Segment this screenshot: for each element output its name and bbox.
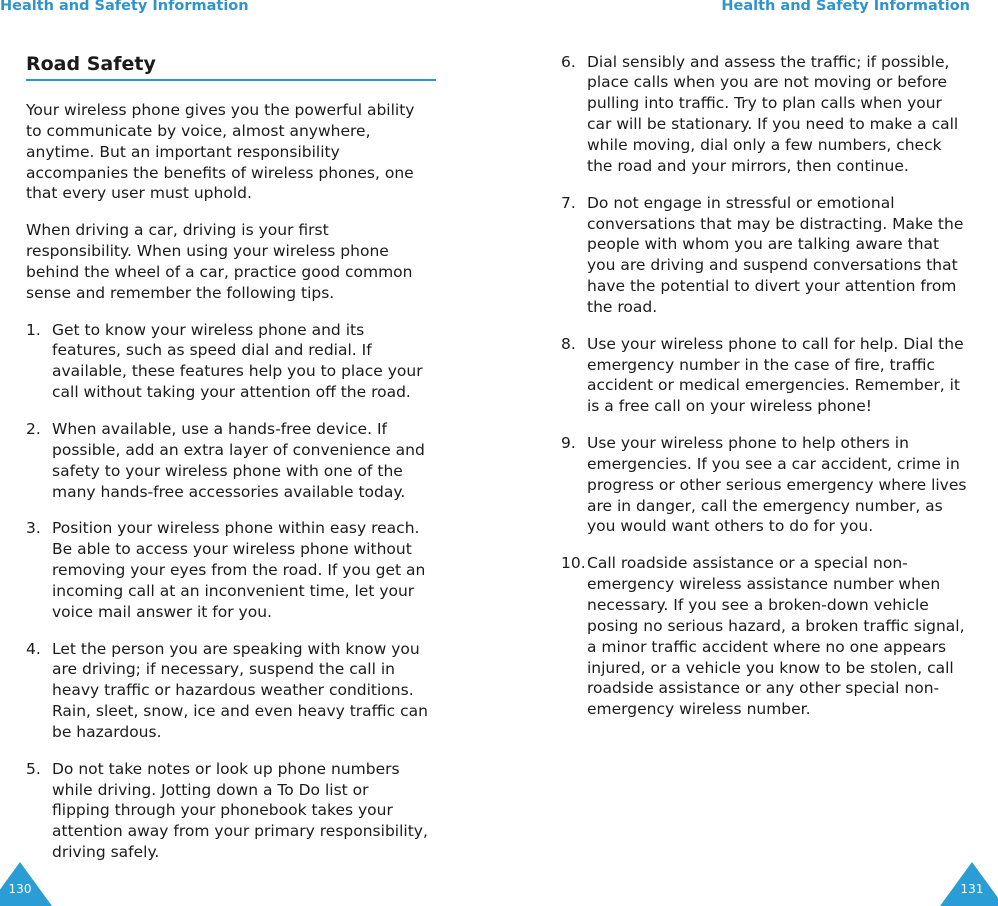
text-line: anytime. But an important responsibility	[26, 142, 340, 161]
text-line: progress or other serious emergency where lives	[587, 475, 967, 494]
text-line: Dial sensibly and assess the traffic; if possible,	[587, 52, 950, 71]
text-line: responsibility. When using your wireless phone	[26, 242, 389, 261]
list-number: 4.	[26, 639, 41, 658]
text-line: emergency wireless number.	[587, 700, 811, 719]
text-line: a minor traffic accident where no one appears	[587, 637, 947, 656]
list-item	[561, 52, 981, 177]
text-line: emergency number in the case of fire, traffic	[587, 355, 936, 374]
text-line: Let the person you are speaking with know you	[52, 639, 420, 658]
text-line: sense and remember the following tips.	[26, 283, 335, 302]
text-line: that every user must uphold.	[26, 184, 252, 203]
list-number: 10.	[561, 554, 586, 573]
text-line: incoming call at an inconvenient time, let your	[52, 581, 415, 600]
page-number-tab	[0, 860, 60, 906]
list-item	[561, 193, 981, 318]
text-line: the road and your mirrors, then continue.	[587, 156, 909, 175]
text-line: Position your wireless phone within easy reach.	[52, 519, 420, 538]
text-line: place calls when you are not moving or before	[587, 73, 948, 92]
list-number: 2.	[26, 419, 41, 438]
text-line: necessary. If you see a broken-down vehicle	[587, 596, 929, 614]
text-line: while moving, dial only a few numbers, check	[587, 135, 942, 154]
text-line: removing your eyes from the road. If you get an	[52, 561, 426, 580]
text-line: roadside assistance or any other special non-	[587, 679, 940, 698]
text-line: Your wireless phone gives you the powerful ability	[26, 101, 415, 119]
running-header: Health and Safety Information	[0, 0, 249, 14]
list-item	[561, 433, 981, 537]
text-line: attention away from your primary responsibility,	[52, 822, 428, 841]
text-line: call without taking your attention off the road.	[52, 383, 411, 402]
title-underline	[26, 79, 436, 81]
text-line: posing no serious hazard, a broken traffic signal,	[587, 616, 965, 635]
text-line: Rain, sleet, snow, ice and even heavy traffic can	[52, 702, 428, 721]
text-line: are driving; if necessary, suspend the call in	[52, 660, 395, 679]
text-line: you would want others to do for you.	[587, 517, 874, 536]
text-line: Get to know your wireless phone and its	[52, 320, 365, 339]
page-number-tab	[938, 860, 998, 906]
text-line: injured, or a vehicle you know to be stolen, call	[587, 658, 954, 677]
paragraph	[26, 220, 446, 303]
text-line: Use your wireless phone to call for help. Dial the	[587, 334, 964, 353]
text-line: Do not take notes or look up phone numbers	[52, 759, 400, 778]
text-line: safety to your wireless phone with one of the	[52, 461, 403, 480]
list-item	[26, 518, 446, 622]
text-line: the road.	[587, 297, 658, 316]
list-number: 9.	[561, 434, 576, 453]
list-item	[26, 419, 446, 502]
page-number: 130	[8, 882, 32, 896]
text-line: while driving. Jotting down a To Do list or	[52, 780, 369, 799]
list-number: 1.	[26, 320, 41, 339]
page-number: 131	[960, 882, 984, 896]
text-line: driving safely.	[52, 843, 160, 862]
text-line: people with whom you are talking aware that	[587, 235, 940, 254]
text-line: emergencies. If you see a car accident, crime in	[587, 454, 960, 473]
text-line: have the potential to divert your attention from	[587, 277, 957, 296]
text-line: is a free call on your wireless phone!	[587, 397, 872, 416]
list-number: 8.	[561, 334, 576, 353]
list-item	[561, 553, 981, 720]
text-line: be hazardous.	[52, 722, 162, 741]
text-line: conversations that may be distracting. Make the	[587, 214, 964, 233]
text-line: flipping through your phonebook takes your	[52, 801, 393, 820]
text-line: you are driving and suspend conversations that	[587, 256, 958, 275]
text-line: behind the wheel of a car, practice good common	[26, 262, 413, 281]
text-line: possible, add an extra layer of convenience and	[52, 440, 425, 459]
list-item	[26, 639, 446, 743]
body-column	[26, 100, 446, 879]
list-number: 6.	[561, 52, 576, 71]
list-item	[561, 334, 981, 417]
body-column	[561, 52, 981, 736]
paragraph	[26, 100, 446, 204]
text-line: When available, use a hands-free device. If	[52, 419, 387, 438]
text-line: to communicate by voice, almost anywhere,	[26, 121, 371, 140]
text-line: When driving a car, driving is your first	[26, 221, 329, 240]
text-line: Do not engage in stressful or emotional	[587, 193, 895, 212]
section-title: Road Safety	[26, 53, 156, 75]
text-line: are in danger, call the emergency number, as	[587, 496, 943, 515]
text-line: features, such as speed dial and redial. If	[52, 341, 372, 360]
list-number: 7.	[561, 193, 576, 212]
text-line: accident or medical emergencies. Remember, it	[587, 376, 960, 395]
text-line: car will be stationary. If you need to make a call	[587, 115, 959, 134]
text-line: available, these features help you to place your	[52, 362, 423, 381]
text-line: accompanies the benefits of wireless phones, one	[26, 163, 414, 182]
text-line: pulling into traffic. Try to plan calls when your	[587, 94, 942, 113]
list-item	[26, 320, 446, 403]
text-line: Be able to access your wireless phone without	[52, 540, 412, 559]
list-item	[26, 759, 446, 863]
text-line: many hands-free accessories available today.	[52, 482, 406, 501]
running-header: Health and Safety Information	[721, 0, 970, 14]
text-line: heavy traffic or hazardous weather conditions.	[52, 681, 414, 700]
right-page	[499, 0, 998, 906]
text-line: Call roadside assistance or a special non-	[587, 554, 908, 573]
list-number: 5.	[26, 759, 41, 778]
list-number: 3.	[26, 519, 41, 538]
text-line: Use your wireless phone to help others in	[587, 434, 909, 453]
text-line: emergency wireless assistance number when	[587, 575, 941, 594]
text-line: voice mail answer it for you.	[52, 602, 272, 621]
